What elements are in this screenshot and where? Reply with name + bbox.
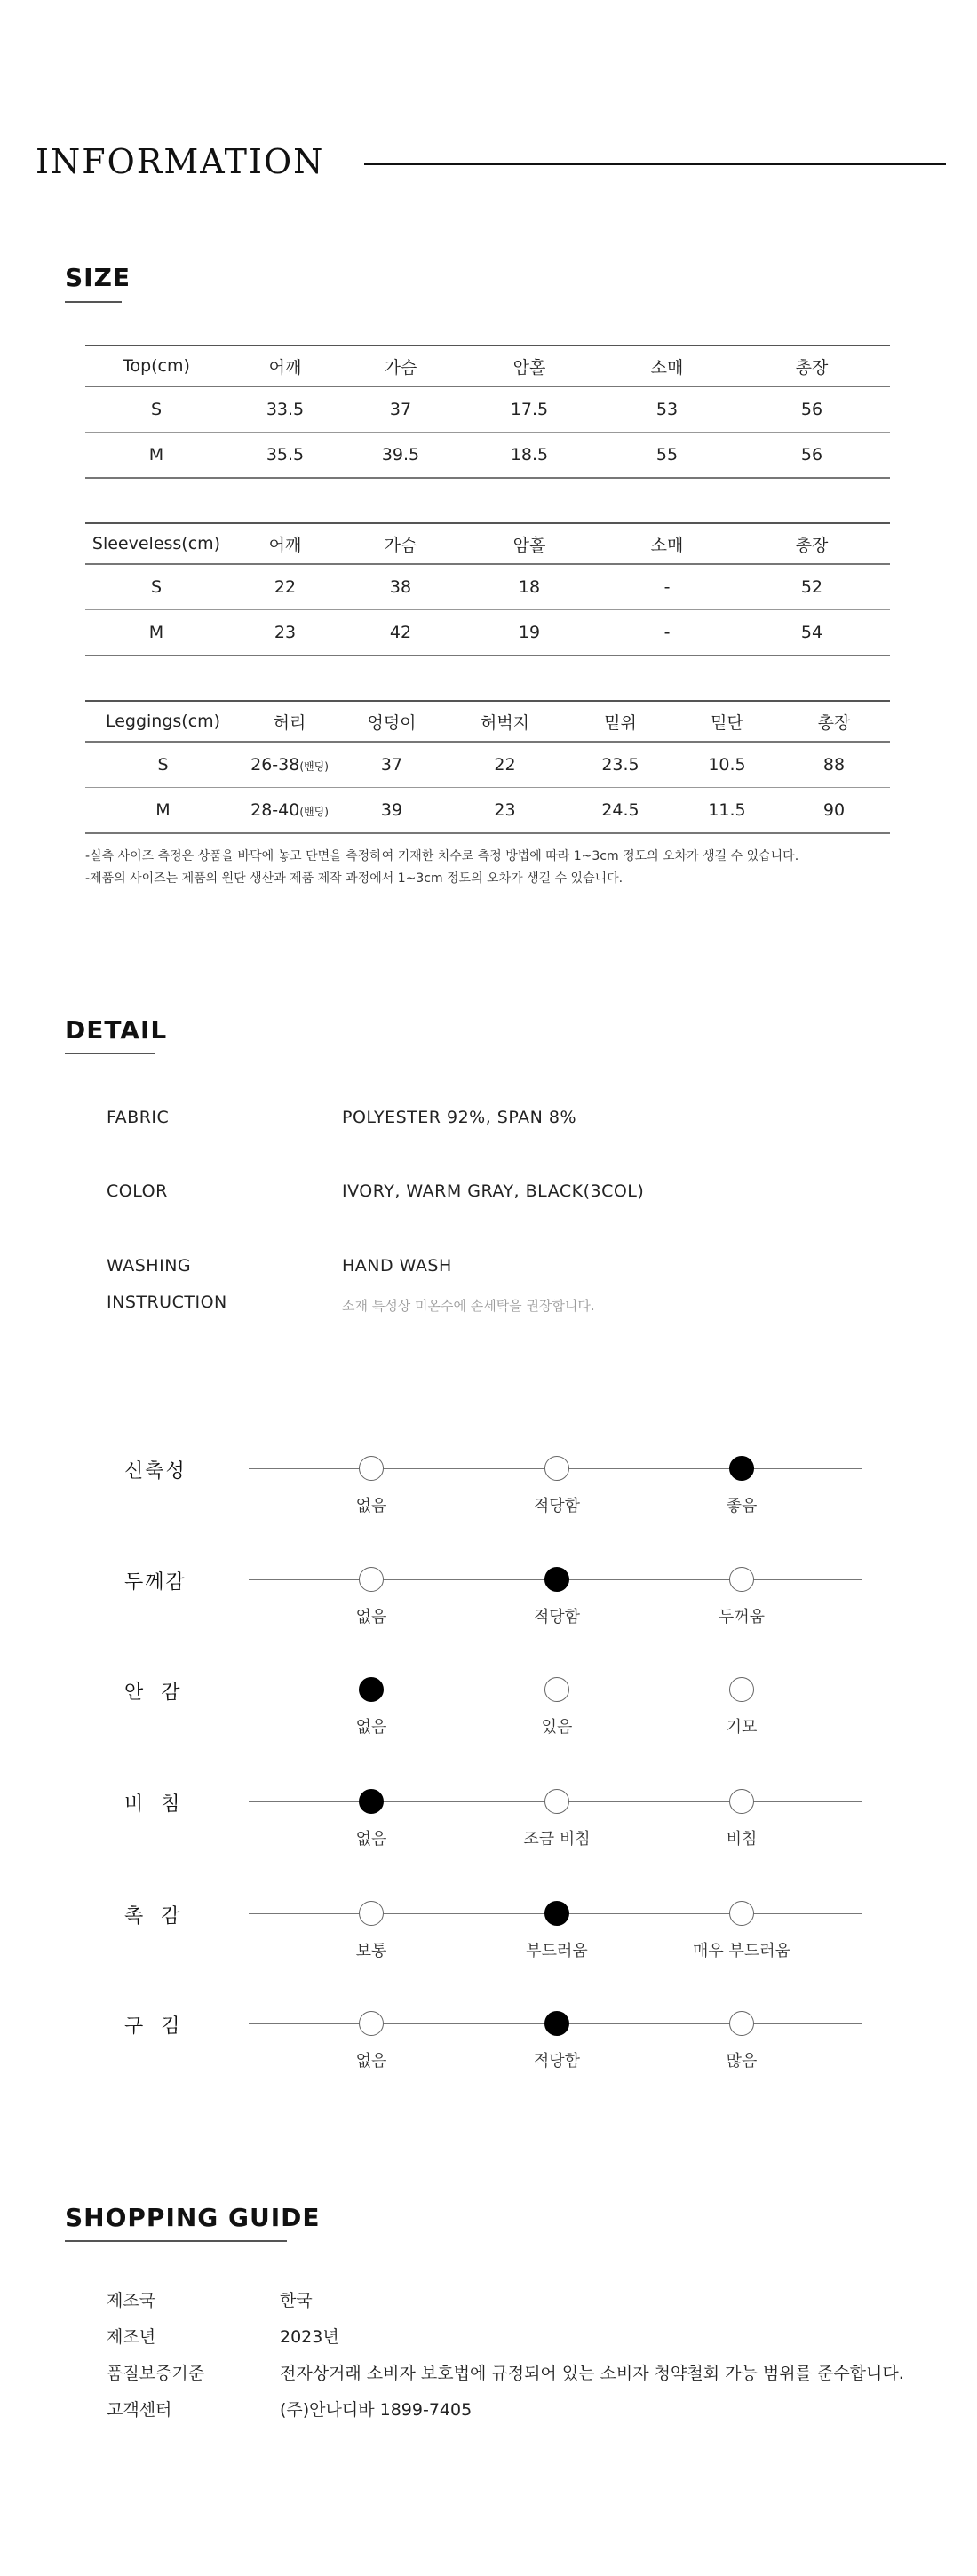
table-cell: S bbox=[85, 386, 227, 433]
table-cell: 37 bbox=[338, 742, 445, 788]
scale-dot bbox=[359, 1567, 384, 1592]
scale-dot-selected bbox=[359, 1789, 384, 1814]
guide-label: 제조년 bbox=[107, 2327, 156, 2347]
table-header: Top(cm) bbox=[85, 346, 227, 386]
washing-value: HAND WASH bbox=[342, 1256, 452, 1276]
table-header: 어깨 bbox=[227, 523, 343, 564]
table-header: Sleeveless(cm) bbox=[85, 523, 227, 564]
table-cell: 35.5 bbox=[266, 445, 305, 465]
table-row bbox=[85, 610, 890, 656]
table-header: 총장 bbox=[734, 346, 890, 386]
leggings-size-table bbox=[85, 700, 890, 834]
size-note: -실측 사이즈 측정은 상품을 바닥에 놓고 단면을 측정하여 기재한 치수로 측정 방법에 따라 1~3cm 정도의 오차가 생길 수 있습니다. bbox=[85, 849, 799, 863]
size-title-underline bbox=[65, 301, 122, 303]
table-header: 암홀 bbox=[458, 346, 600, 386]
waist-value: 26-38 bbox=[250, 755, 300, 775]
table-cell: 90 bbox=[822, 800, 846, 820]
guide-title-underline bbox=[65, 2240, 287, 2242]
table-cell: 88 bbox=[778, 742, 890, 788]
table-header: 허리 bbox=[241, 701, 338, 742]
scale-option-label: 매우 부드러움 bbox=[692, 1942, 791, 1960]
guide-label: 제조국 bbox=[107, 2291, 156, 2310]
scale-dot bbox=[729, 2011, 754, 2036]
table-row bbox=[85, 742, 890, 788]
sleeveless-size-table bbox=[85, 522, 890, 656]
scale-option-label: 없음 bbox=[355, 1497, 387, 1515]
instruction-label: INSTRUCTION bbox=[107, 1292, 227, 1312]
scale-dot-selected bbox=[729, 1456, 754, 1481]
scale-option-label: 부드러움 bbox=[526, 1942, 588, 1960]
table-header: 가슴 bbox=[343, 523, 458, 564]
table-header: 어깨 bbox=[227, 346, 343, 386]
scale-dot bbox=[359, 1456, 384, 1481]
title-divider bbox=[364, 163, 946, 165]
table-cell-waist bbox=[241, 742, 338, 788]
scale-option-label: 없음 bbox=[355, 1608, 387, 1626]
scale-option-label: 기모 bbox=[726, 1718, 758, 1737]
guide-value: 2023년 bbox=[280, 2327, 339, 2347]
waist-value: 28-40 bbox=[250, 800, 300, 820]
table-row bbox=[85, 433, 890, 479]
table-cell: 42 bbox=[389, 623, 412, 642]
table-cell: 55 bbox=[655, 445, 679, 465]
scale-dot-selected bbox=[544, 1901, 569, 1926]
table-cell: M bbox=[155, 800, 171, 820]
guide-value: 전자상거래 소비자 보호법에 규정되어 있는 소비자 청약철회 가능 범위를 준수합니다. bbox=[280, 2364, 904, 2383]
table-cell-waist bbox=[241, 788, 338, 834]
table-header: 밑단 bbox=[676, 701, 778, 742]
scale-option-label: 없음 bbox=[355, 1830, 387, 1849]
table-cell: - bbox=[663, 623, 671, 642]
scale-option-label: 보통 bbox=[355, 1942, 387, 1960]
scale-option-label: 적당함 bbox=[533, 2052, 581, 2071]
scale-option-label: 좋음 bbox=[726, 1497, 758, 1515]
guide-section-title: SHOPPING GUIDE bbox=[65, 2203, 321, 2232]
table-cell: 56 bbox=[734, 386, 890, 433]
table-header: 총장 bbox=[778, 701, 890, 742]
table-header: 허벅지 bbox=[445, 701, 565, 742]
detail-title-underline bbox=[65, 1053, 155, 1054]
scale-dot bbox=[359, 2011, 384, 2036]
table-row bbox=[85, 564, 890, 610]
size-section-title: SIZE bbox=[65, 263, 131, 292]
table-header: 엉덩이 bbox=[338, 701, 445, 742]
table-cell: 23.5 bbox=[565, 742, 676, 788]
scale-dot bbox=[729, 1567, 754, 1592]
table-cell: 38 bbox=[343, 564, 458, 610]
table-header: 밑위 bbox=[565, 701, 676, 742]
table-cell: 18.5 bbox=[510, 445, 549, 465]
table-cell: 23 bbox=[274, 623, 297, 642]
table-row bbox=[85, 386, 890, 433]
table-cell: S bbox=[85, 564, 227, 610]
table-header: 소매 bbox=[600, 523, 734, 564]
table-cell: 10.5 bbox=[676, 742, 778, 788]
scale-dot bbox=[544, 1789, 569, 1814]
waist-note: (밴딩) bbox=[299, 760, 329, 773]
page-title: INFORMATION bbox=[36, 142, 325, 181]
scale-dot bbox=[359, 1901, 384, 1926]
scale-dot bbox=[729, 1677, 754, 1702]
color-label: COLOR bbox=[107, 1181, 168, 1201]
table-cell: 19 bbox=[518, 623, 541, 642]
table-cell: 24.5 bbox=[601, 800, 639, 820]
scale-label: 촉 감 bbox=[124, 1905, 182, 1928]
table-cell: 39.5 bbox=[381, 445, 420, 465]
table-cell: 22 bbox=[445, 742, 565, 788]
scale-option-label: 없음 bbox=[355, 1718, 387, 1737]
table-cell: 37 bbox=[343, 386, 458, 433]
guide-label: 품질보증기준 bbox=[107, 2364, 205, 2383]
fabric-value: POLYESTER 92%, SPAN 8% bbox=[342, 1108, 577, 1127]
scale-dot bbox=[544, 1456, 569, 1481]
scale-label: 신축성 bbox=[124, 1460, 187, 1483]
table-cell: 11.5 bbox=[708, 800, 746, 820]
scale-label: 비 침 bbox=[124, 1793, 182, 1816]
scale-label: 안 감 bbox=[124, 1682, 182, 1704]
table-header: 소매 bbox=[600, 346, 734, 386]
table-row bbox=[85, 788, 890, 834]
scale-dot bbox=[729, 1789, 754, 1814]
scale-option-label: 없음 bbox=[355, 2052, 387, 2071]
scale-option-label: 조금 비침 bbox=[523, 1830, 591, 1849]
table-cell: 22 bbox=[227, 564, 343, 610]
table-header: 가슴 bbox=[343, 346, 458, 386]
table-cell: M bbox=[148, 623, 164, 642]
top-size-table bbox=[85, 345, 890, 479]
table-cell: 54 bbox=[800, 623, 823, 642]
table-header: 암홀 bbox=[458, 523, 600, 564]
scale-option-label: 두꺼움 bbox=[718, 1608, 766, 1626]
scale-option-label: 적당함 bbox=[533, 1497, 581, 1515]
guide-label: 고객센터 bbox=[107, 2400, 172, 2420]
table-cell: 53 bbox=[600, 386, 734, 433]
table-cell: 23 bbox=[494, 800, 516, 820]
washing-label: WASHING bbox=[107, 1256, 192, 1276]
table-cell: M bbox=[148, 445, 164, 465]
table-cell: 39 bbox=[380, 800, 403, 820]
table-cell: S bbox=[85, 742, 241, 788]
scale-dot-selected bbox=[544, 1567, 569, 1592]
scale-option-label: 비침 bbox=[726, 1830, 758, 1849]
table-cell: 18 bbox=[458, 564, 600, 610]
scale-dot bbox=[729, 1901, 754, 1926]
table-cell: 56 bbox=[800, 445, 823, 465]
scale-option-label: 적당함 bbox=[533, 1608, 581, 1626]
size-note: -제품의 사이즈는 제품의 원단 생산과 제품 제작 과정에서 1~3cm 정도의 오차가 생길 수 있습니다. bbox=[85, 871, 624, 886]
scale-label: 구 김 bbox=[124, 2015, 182, 2038]
scale-option-label: 있음 bbox=[541, 1718, 573, 1737]
guide-value: 한국 bbox=[280, 2291, 313, 2310]
waist-note: (밴딩) bbox=[299, 806, 329, 818]
table-cell: - bbox=[600, 564, 734, 610]
scale-dot-selected bbox=[544, 2011, 569, 2036]
table-cell: 52 bbox=[734, 564, 890, 610]
table-cell: 17.5 bbox=[458, 386, 600, 433]
table-cell: 33.5 bbox=[227, 386, 343, 433]
scale-dot-selected bbox=[359, 1677, 384, 1702]
table-header: 총장 bbox=[734, 523, 890, 564]
washing-note: 소재 특성상 미온수에 손세탁을 권장합니다. bbox=[342, 1298, 595, 1314]
color-value: IVORY, WARM GRAY, BLACK(3COL) bbox=[342, 1181, 645, 1201]
table-header: Leggings(cm) bbox=[85, 701, 241, 742]
guide-value: (주)안나디바 1899-7405 bbox=[280, 2400, 473, 2420]
detail-section-title: DETAIL bbox=[65, 1015, 168, 1045]
fabric-label: FABRIC bbox=[107, 1108, 170, 1127]
scale-option-label: 많음 bbox=[726, 2052, 758, 2071]
scale-dot bbox=[544, 1677, 569, 1702]
scale-label: 두께감 bbox=[124, 1571, 187, 1594]
